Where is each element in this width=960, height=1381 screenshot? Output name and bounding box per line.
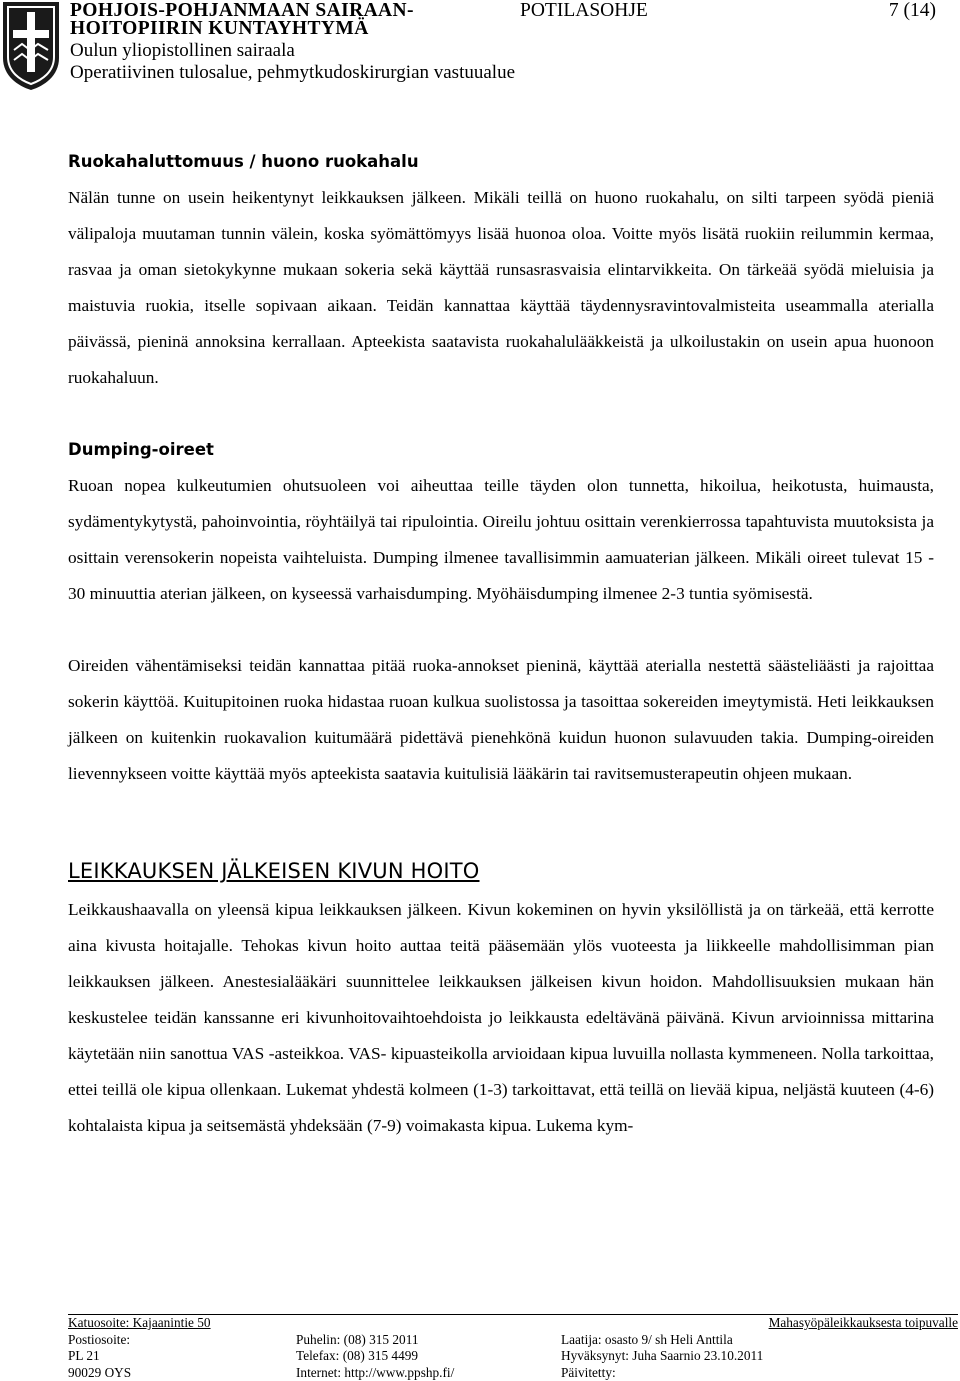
page-footer — [68, 1312, 958, 1378]
section-title-appetite: Ruokahaluttomuus / huono ruokahalu — [68, 144, 934, 180]
footer-updated: Päivitetty: — [561, 1365, 763, 1381]
footer-authoring-column — [561, 1315, 763, 1381]
hospital-district-logo — [0, 0, 62, 92]
paragraph-dumping-2: Oireiden vähentämiseksi teidän kannattaa pitää ruoka-annokset pieninä, käyttää aterialla nestettä säästeliäästi ja rajoittaa sokerin käyttöä. Kuitupitoinen ruoka hidastaa ruoan kulkua suolistossa ja tasoittaa sokereiden imeytymistä. Heti leikkauksen jälkeen on kuitenkin ruokavalion kuitumäärä pidettävä pienehkönä kuidun huonon sulavuuden takia. Dumping-oireiden lievennykseen voitte käyttää myös apteekista saatavia kuitulisiä lääkärin tai ravitsemusterapeutin ohjeen mukaan. — [68, 648, 934, 792]
organization-name-line2: HOITOPIIRIN KUNTAYHTYMÄ — [70, 18, 369, 40]
footer-contact-column — [296, 1315, 454, 1381]
hospital-name: Oulun yliopistollinen sairaala — [70, 40, 295, 62]
footer-unit-column — [769, 1315, 958, 1332]
page-number: 7 (14) — [889, 0, 936, 22]
footer-approved: Hyväksynyt: Juha Saarnio 23.10.2011 — [561, 1348, 763, 1365]
footer-address-column — [68, 1315, 211, 1381]
paragraph-pain: Leikkaushaavalla on yleensä kipua leikkauksen jälkeen. Kivun kokeminen on hyvin yksilöllistä ja on tärkeää, että kerrotte aina kivusta hoitajalle. Tehokas kivun hoito auttaa teitä pääsemään ylös vuoteesta ja liikkeelle mahdollisimman pian leikkauksen jälkeen. Anestesialääkäri suunnittelee leikkauksen jälkeisen kivun hoidon. Mahdollisuuksien mukaan hän keskustelee teidän kanssanne eri kivunhoitovaihtoehdoista jo leikkausta edeltävänä päivänä. Kivun arvioinnissa mittarina käytetään niin sanottua VAS -asteikkoa. VAS- kipuasteikolla arvioidaan kipua luvuilla nollasta kymmeneen. Nolla tarkoittaa, ettei teillä ole kipua ollenkaan. Lukemat yhdestä kolmeen (1-3) tarkoittavat, että teillä on lievää kipua, neljästä kuuteen (4-6) kohtalaista kipua ja seitsemästä yhdeksään (7-9) voimakasta kipua. Lukema kym- — [68, 892, 934, 1144]
footer-internet: Internet: http://www.ppshp.fi/ — [296, 1365, 454, 1381]
section-heading-pain: LEIKKAUKSEN JÄLKEISEN KIVUN HOITO — [68, 850, 934, 892]
footer-phone: Puhelin: (08) 315 2011 — [296, 1332, 454, 1349]
spacer — [68, 792, 934, 850]
footer-unit: Mahasyöpäleikkauksesta toipuvalle — [769, 1315, 958, 1332]
section-title-dumping: Dumping-oireet — [68, 432, 934, 468]
footer-po-box: PL 21 — [68, 1348, 211, 1365]
footer-fax: Telefax: (08) 315 4499 — [296, 1348, 454, 1365]
spacer — [68, 612, 934, 648]
department-name: Operatiivinen tulosalue, pehmytkudoskirurgian vastuualue — [70, 62, 515, 84]
document-body — [68, 144, 934, 1144]
spacer — [68, 396, 934, 432]
paragraph-appetite: Nälän tunne on usein heikentynyt leikkauksen jälkeen. Mikäli teillä on huono ruokahalu, on silti tarpeen syödä pieniä välipaloja muutaman tunnin välein, koska syömättömyys lisää huonoa oloa. Voitte myös lisätä ruokiin reilummin kermaa, rasvaa ja oman sietokykynne mukaan sokeria sekä käyttää runsasrasvaisia elintarvikkeita. On tärkeää syödä mieluisia ja maistuvia ruokia, itselle sopivaan aikaan. Teidän kannattaa käyttää täydennysravintovalmisteita useammalla aterialla päivässä, pieninä annoksina kerrallaan. Apteekista saatavista ruokahalulääkkeistä ja ulkoilustakin on usein apua huonoon ruokahaluun. — [68, 180, 934, 396]
footer-author: Laatija: osasto 9/ sh Heli Anttila — [561, 1332, 763, 1349]
footer-postal-label: Postiosoite: — [68, 1332, 211, 1349]
footer-postcode: 90029 OYS — [68, 1365, 211, 1381]
footer-visit-address: Katuosoite: Kajaanintie 50 — [68, 1315, 211, 1332]
organization-name-line1: POHJOIS-POHJANMAAN SAIRAAN- — [70, 0, 414, 22]
document-type: POTILASOHJE — [520, 0, 648, 22]
paragraph-dumping-1: Ruoan nopea kulkeutumien ohutsuoleen voi aiheuttaa teille täyden olon tunnetta, hikoilua, heikotusta, huimausta, sydämentykytystä, pahoinvointia, röyhtäilyä tai ripulointia. Oireilu johtuu osittain verenkierrossa tapahtuvista muutoksista ja osittain verensokerin nopeista vaihteluista. Dumping ilmenee tavallisimmin aamuaterian jälkeen. Mikäli oireet tulevat 15 - 30 minuuttia aterian jälkeen, on kyseessä varhaisdumping. Myöhäisdumping ilmenee 2-3 tuntia syömisestä. — [68, 468, 934, 612]
